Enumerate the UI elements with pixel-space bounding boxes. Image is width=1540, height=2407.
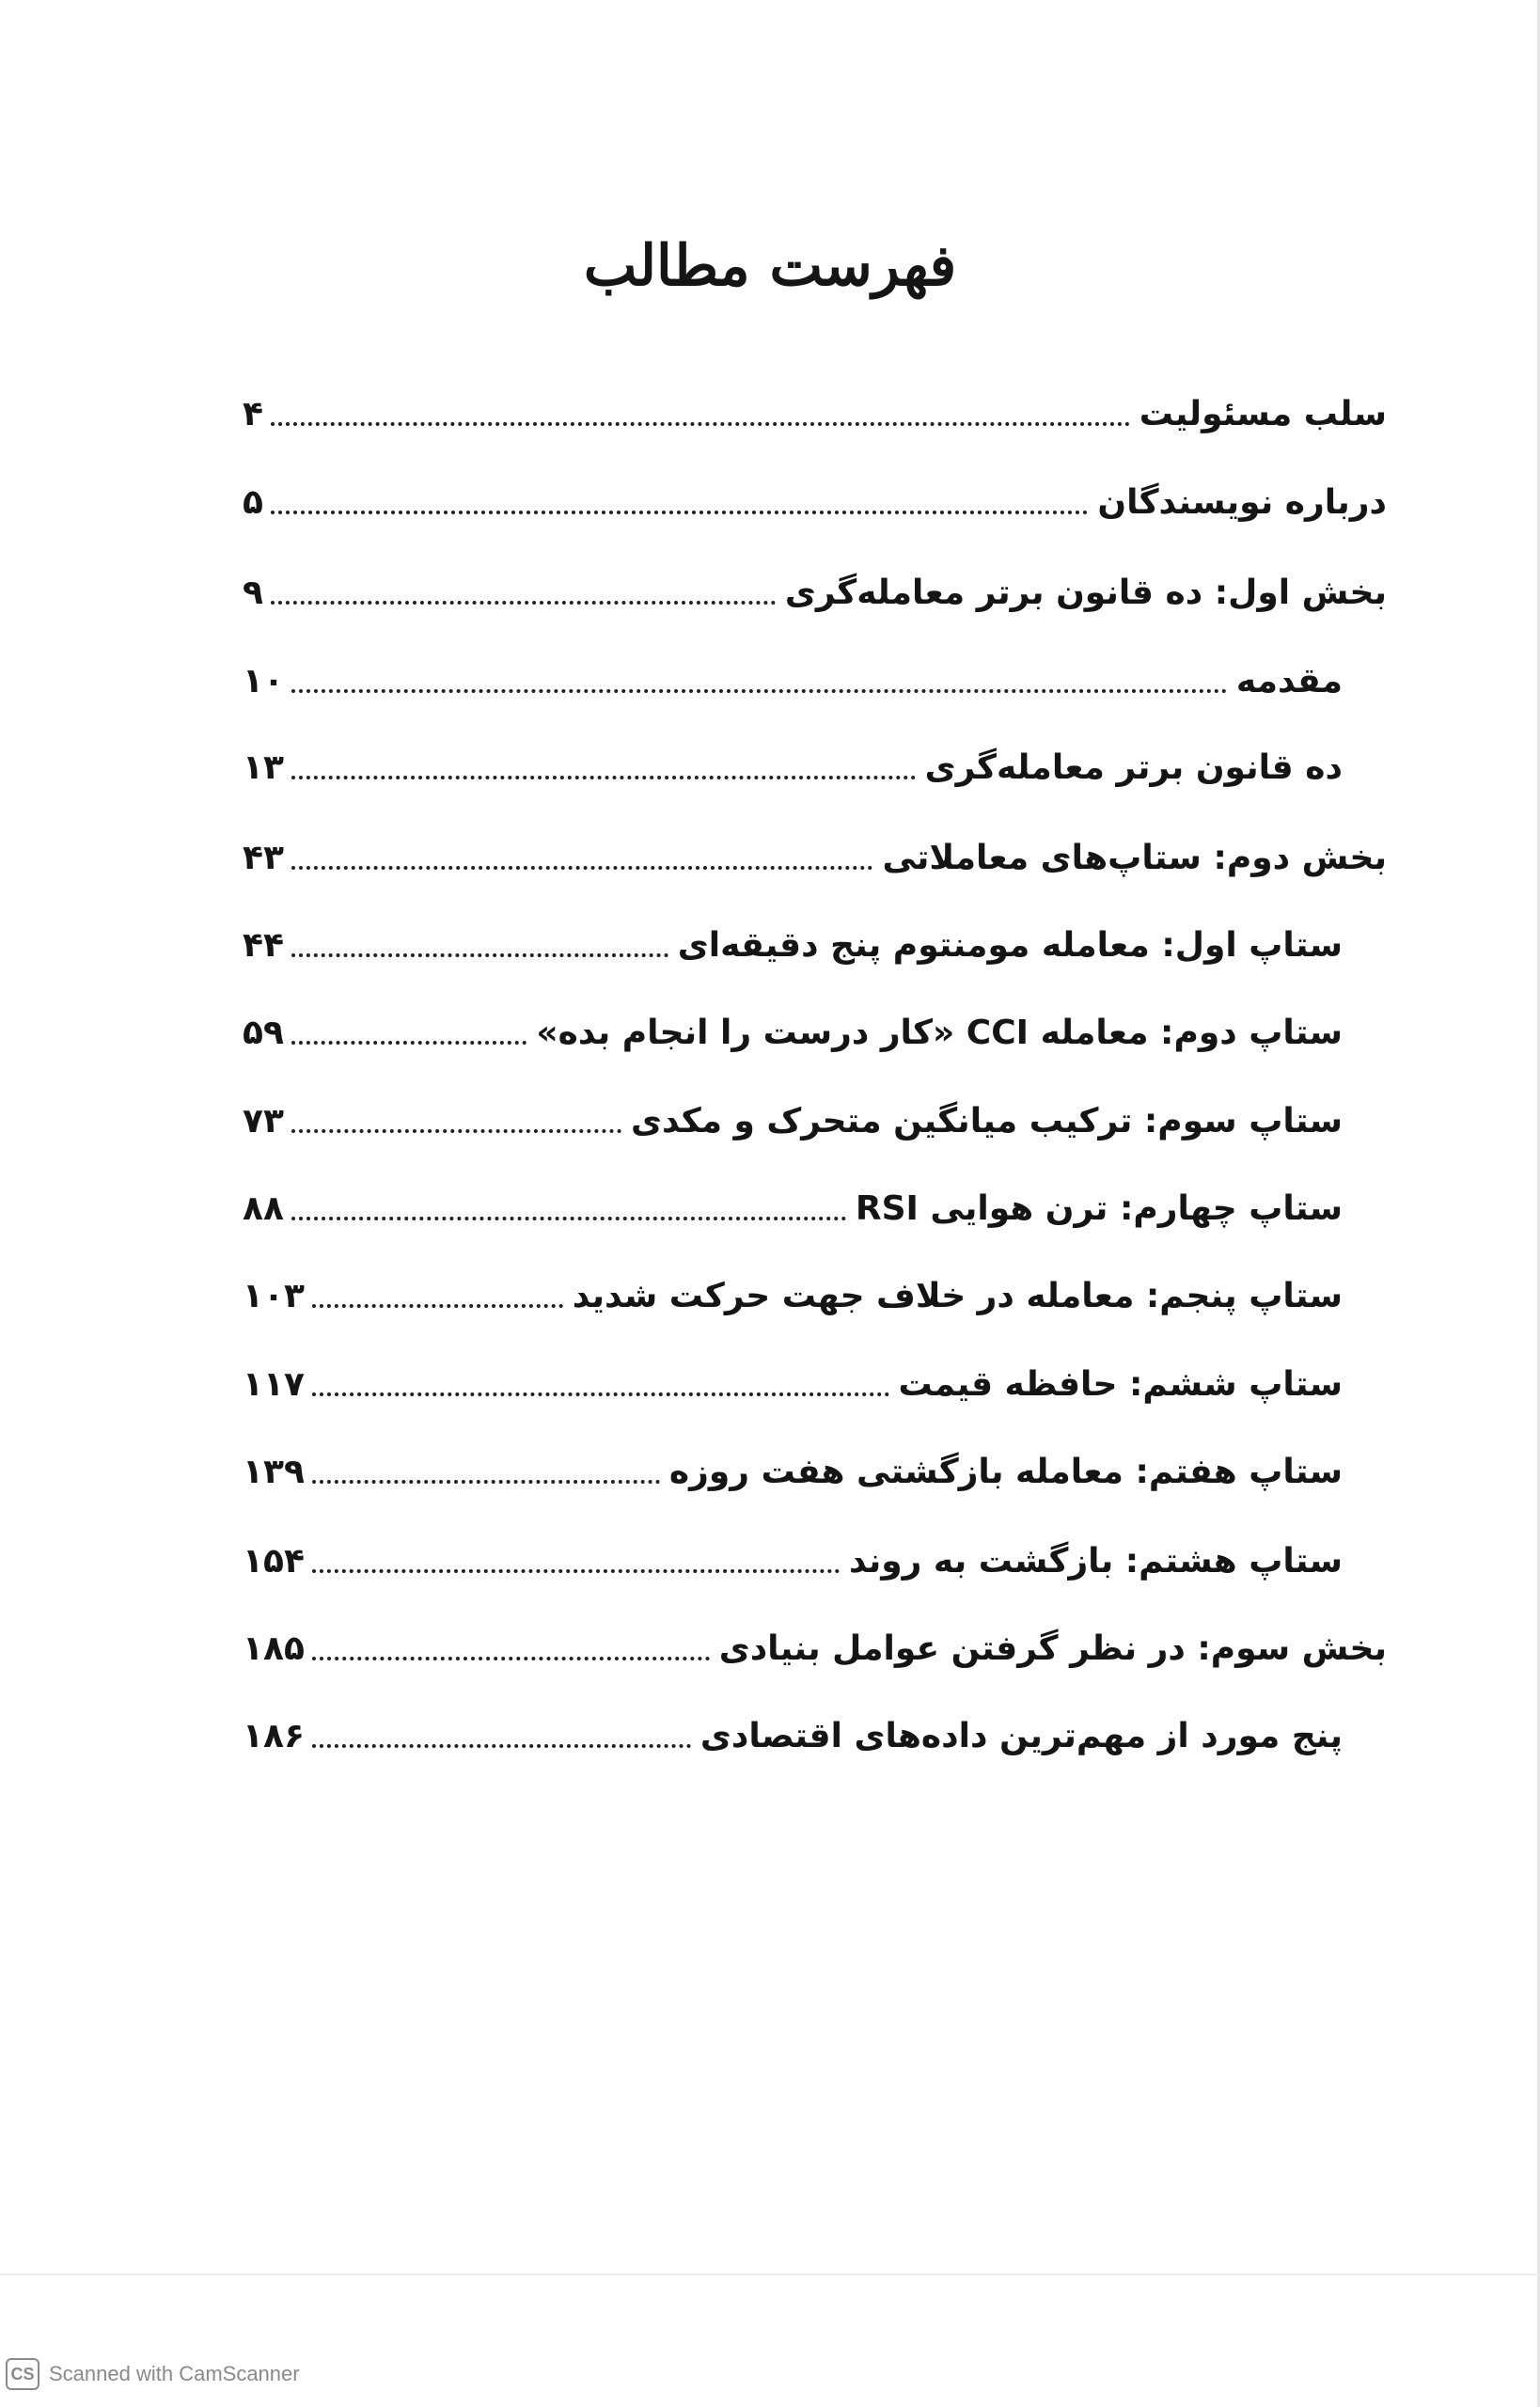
toc-entry-page-number: ۷۳	[243, 1102, 284, 1141]
toc-entry-label: مقدمه	[1235, 662, 1343, 700]
toc-entry-label: ستاپ پنجم: معامله در خلاف جهت حرکت شدید	[572, 1277, 1343, 1315]
toc-entry-label: ستاپ هفتم: معامله بازگشتی هفت روزه	[668, 1453, 1343, 1491]
toc-entry	[243, 1365, 1343, 1404]
toc-entry-page-number: ۱۳	[243, 748, 284, 787]
dot-leader	[291, 1217, 846, 1220]
toc-entry	[243, 1717, 1343, 1755]
toc-entry	[243, 1629, 1387, 1668]
toc-entry-page-number: ۴۴	[243, 926, 284, 965]
toc-entry-label: بخش سوم: در نظر گرفتن عوامل بنیادی	[718, 1629, 1387, 1668]
dot-leader	[291, 866, 873, 870]
camscanner-logo-icon: CS	[6, 2358, 39, 2390]
toc-entry	[243, 1189, 1343, 1228]
watermark-text: Scanned with CamScanner	[49, 2362, 300, 2385]
toc-entry-label: ستاپ هشتم: بازگشت به روند	[848, 1542, 1343, 1581]
dot-leader	[291, 776, 916, 779]
toc-entry	[243, 395, 1387, 433]
toc-entry-label: بخش دوم: ستاپ‌های معاملاتی	[882, 839, 1387, 877]
toc-entry-label: بخش اول: ده قانون برتر معامله‌گری	[784, 574, 1387, 612]
toc-entry	[243, 574, 1387, 612]
toc-entry	[243, 1014, 1343, 1052]
dot-leader	[312, 1480, 660, 1484]
dot-leader	[312, 1657, 710, 1660]
toc-entry	[243, 1277, 1343, 1315]
page-title: فهرست مطالب	[583, 233, 957, 299]
toc-entry-label: پنج مورد از مهم‌ترین داده‌های اقتصادی	[699, 1717, 1343, 1755]
dot-leader	[312, 1304, 563, 1308]
toc-entry-label: ستاپ چهارم: ترن هوایی RSI	[855, 1189, 1343, 1228]
toc-entry	[243, 1542, 1343, 1581]
toc-entry-page-number: ۱۸۶	[243, 1717, 305, 1755]
toc-entry-page-number: ۱۸۵	[243, 1629, 305, 1668]
toc-entry-page-number: ۱۰	[243, 662, 284, 700]
toc-entry-label: ستاپ سوم: ترکیب میانگین متحرک و مکدی	[630, 1102, 1343, 1141]
dot-leader	[271, 422, 1130, 426]
toc-entry-page-number: ۴۳	[243, 839, 284, 877]
toc-entry-page-number: ۴	[243, 395, 263, 433]
dot-leader	[291, 1129, 621, 1133]
toc-entry-label: ستاپ ششم: حافظه قیمت	[898, 1365, 1343, 1404]
toc-entry-page-number: ۵۹	[243, 1014, 284, 1052]
toc-entry-page-number: ۵	[243, 483, 263, 522]
toc-entry	[243, 1102, 1343, 1141]
toc-entry-label: درباره نویسندگان	[1097, 483, 1387, 522]
toc-entry	[243, 483, 1387, 522]
toc-entry-label: ده قانون برتر معامله‌گری	[924, 748, 1343, 787]
toc-entry-page-number: ۱۳۹	[243, 1453, 305, 1491]
toc-entry	[243, 1453, 1343, 1491]
toc-entry	[243, 662, 1343, 700]
toc-entry-page-number: ۸۸	[243, 1189, 284, 1228]
toc-entry-page-number: ۱۱۷	[243, 1365, 305, 1404]
dot-leader	[291, 689, 1227, 693]
toc-entry	[243, 748, 1343, 787]
toc-entry-label: ستاپ دوم: معامله CCI «کار درست را انجام بده»	[536, 1014, 1343, 1052]
toc-entry-page-number: ۱۵۴	[243, 1542, 305, 1581]
dot-leader	[271, 511, 1088, 514]
scan-bottom-edge	[0, 2273, 1540, 2275]
dot-leader	[271, 601, 776, 605]
toc-entry-label: ستاپ اول: معامله مومنتوم پنج دقیقه‌ای	[677, 926, 1343, 965]
dot-leader	[312, 1569, 840, 1573]
dot-leader	[312, 1744, 691, 1748]
dot-leader	[312, 1392, 889, 1396]
toc-entry-label: سلب مسئولیت	[1139, 395, 1387, 433]
toc-entry-page-number: ۹	[243, 574, 263, 612]
toc-entry-page-number: ۱۰۳	[243, 1277, 305, 1315]
scanner-watermark	[6, 2358, 300, 2390]
dot-leader	[291, 953, 668, 957]
toc-entry	[243, 839, 1387, 877]
dot-leader	[291, 1041, 526, 1045]
toc-entry	[243, 926, 1343, 965]
